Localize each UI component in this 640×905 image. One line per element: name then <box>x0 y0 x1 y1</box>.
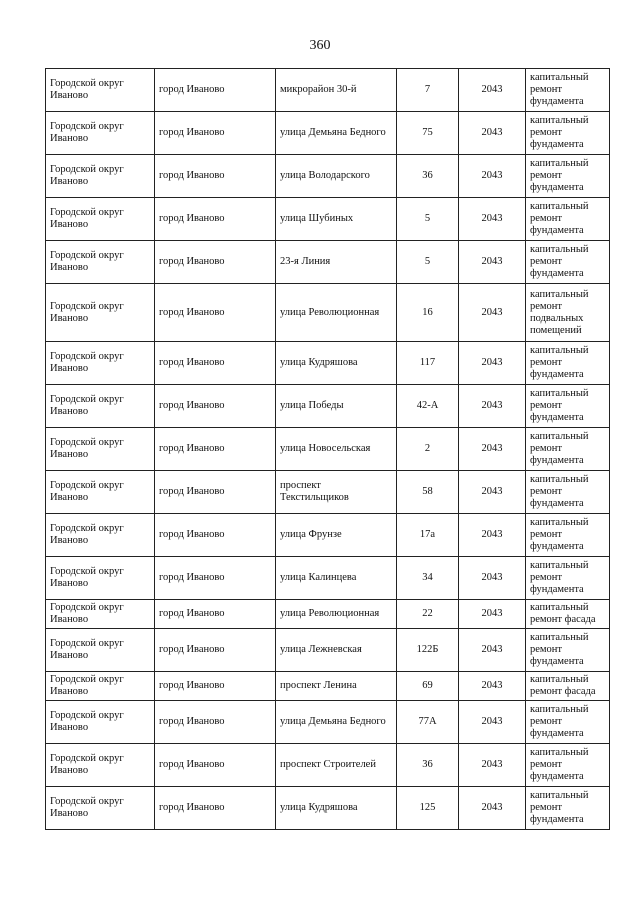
year-cell: 2043 <box>459 155 526 198</box>
table-row <box>46 428 610 471</box>
year-cell: 2043 <box>459 471 526 514</box>
table-row <box>46 241 610 284</box>
settlement-cell: город Иваново <box>155 744 276 787</box>
work-type-cell: капитальный ремонт фундамента <box>526 471 610 514</box>
work-type-cell: капитальный ремонт фундамента <box>526 385 610 428</box>
street-cell: улица Революционная <box>276 284 397 342</box>
house-number-cell: 58 <box>397 471 459 514</box>
table-row <box>46 284 610 342</box>
year-cell: 2043 <box>459 69 526 112</box>
street-cell: улица Фрунзе <box>276 514 397 557</box>
house-number-cell: 22 <box>397 600 459 629</box>
table-row <box>46 471 610 514</box>
street-cell: улица Победы <box>276 385 397 428</box>
work-type-cell: капитальный ремонт фундамента <box>526 744 610 787</box>
year-cell: 2043 <box>459 672 526 701</box>
settlement-cell: город Иваново <box>155 342 276 385</box>
table-row <box>46 198 610 241</box>
settlement-cell: город Иваново <box>155 112 276 155</box>
table-row <box>46 787 610 830</box>
street-cell: улица Лежневская <box>276 629 397 672</box>
settlement-cell: город Иваново <box>155 385 276 428</box>
municipality-cell: Городской округ Иваново <box>46 787 155 830</box>
table-row <box>46 514 610 557</box>
table-row <box>46 342 610 385</box>
municipality-cell: Городской округ Иваново <box>46 241 155 284</box>
work-type-cell: капитальный ремонт фундамента <box>526 342 610 385</box>
work-type-cell: капитальный ремонт фундамента <box>526 155 610 198</box>
settlement-cell: город Иваново <box>155 701 276 744</box>
work-type-cell: капитальный ремонт фундамента <box>526 198 610 241</box>
year-cell: 2043 <box>459 600 526 629</box>
year-cell: 2043 <box>459 428 526 471</box>
table-row <box>46 557 610 600</box>
work-type-cell: капитальный ремонт фундамента <box>526 69 610 112</box>
municipality-cell: Городской округ Иваново <box>46 557 155 600</box>
table-row <box>46 744 610 787</box>
settlement-cell: город Иваново <box>155 69 276 112</box>
year-cell: 2043 <box>459 629 526 672</box>
year-cell: 2043 <box>459 385 526 428</box>
street-cell: улица Шубиных <box>276 198 397 241</box>
house-number-cell: 16 <box>397 284 459 342</box>
year-cell: 2043 <box>459 744 526 787</box>
municipality-cell: Городской округ Иваново <box>46 284 155 342</box>
settlement-cell: город Иваново <box>155 284 276 342</box>
year-cell: 2043 <box>459 701 526 744</box>
settlement-cell: город Иваново <box>155 428 276 471</box>
house-number-cell: 5 <box>397 241 459 284</box>
municipality-cell: Городской округ Иваново <box>46 629 155 672</box>
settlement-cell: город Иваново <box>155 155 276 198</box>
street-cell: улица Демьяна Бедного <box>276 701 397 744</box>
street-cell: улица Новосельская <box>276 428 397 471</box>
municipality-cell: Городской округ Иваново <box>46 672 155 701</box>
house-number-cell: 36 <box>397 155 459 198</box>
settlement-cell: город Иваново <box>155 514 276 557</box>
street-cell: проспект Строителей <box>276 744 397 787</box>
municipality-cell: Городской округ Иваново <box>46 701 155 744</box>
work-type-cell: капитальный ремонт фундамента <box>526 514 610 557</box>
house-number-cell: 2 <box>397 428 459 471</box>
settlement-cell: город Иваново <box>155 557 276 600</box>
table-body <box>46 69 610 830</box>
settlement-cell: город Иваново <box>155 672 276 701</box>
work-type-cell: капитальный ремонт подвальных помещений <box>526 284 610 342</box>
work-type-cell: капитальный ремонт фундамента <box>526 701 610 744</box>
work-type-cell: капитальный ремонт фундамента <box>526 428 610 471</box>
street-cell: проспект Ленина <box>276 672 397 701</box>
house-number-cell: 34 <box>397 557 459 600</box>
house-number-cell: 122Б <box>397 629 459 672</box>
municipality-cell: Городской округ Иваново <box>46 342 155 385</box>
municipality-cell: Городской округ Иваново <box>46 155 155 198</box>
table-row <box>46 69 610 112</box>
work-type-cell: капитальный ремонт фасада <box>526 672 610 701</box>
street-cell: микрорайон 30-й <box>276 69 397 112</box>
house-number-cell: 17а <box>397 514 459 557</box>
table-row <box>46 600 610 629</box>
settlement-cell: город Иваново <box>155 198 276 241</box>
street-cell: улица Калинцева <box>276 557 397 600</box>
settlement-cell: город Иваново <box>155 471 276 514</box>
work-type-cell: капитальный ремонт фундамента <box>526 557 610 600</box>
municipality-cell: Городской округ Иваново <box>46 514 155 557</box>
house-number-cell: 77А <box>397 701 459 744</box>
street-cell: улица Кудряшова <box>276 787 397 830</box>
table-row <box>46 385 610 428</box>
table-row <box>46 112 610 155</box>
page-number: 360 <box>309 38 331 53</box>
year-cell: 2043 <box>459 787 526 830</box>
settlement-cell: город Иваново <box>155 629 276 672</box>
house-number-cell: 69 <box>397 672 459 701</box>
municipality-cell: Городской округ Иваново <box>46 428 155 471</box>
table-row <box>46 672 610 701</box>
year-cell: 2043 <box>459 557 526 600</box>
municipality-cell: Городской округ Иваново <box>46 69 155 112</box>
street-cell: улица Революционная <box>276 600 397 629</box>
work-type-cell: капитальный ремонт фундамента <box>526 241 610 284</box>
work-type-cell: капитальный ремонт фундамента <box>526 787 610 830</box>
work-type-cell: капитальный ремонт фасада <box>526 600 610 629</box>
house-number-cell: 125 <box>397 787 459 830</box>
street-cell: 23-я Линия <box>276 241 397 284</box>
settlement-cell: город Иваново <box>155 787 276 830</box>
municipality-cell: Городской округ Иваново <box>46 198 155 241</box>
settlement-cell: город Иваново <box>155 241 276 284</box>
year-cell: 2043 <box>459 284 526 342</box>
year-cell: 2043 <box>459 342 526 385</box>
municipality-cell: Городской округ Иваново <box>46 471 155 514</box>
street-cell: улица Кудряшова <box>276 342 397 385</box>
table-row <box>46 155 610 198</box>
table-row <box>46 629 610 672</box>
house-number-cell: 117 <box>397 342 459 385</box>
year-cell: 2043 <box>459 241 526 284</box>
year-cell: 2043 <box>459 514 526 557</box>
house-number-cell: 36 <box>397 744 459 787</box>
house-number-cell: 5 <box>397 198 459 241</box>
work-type-cell: капитальный ремонт фундамента <box>526 629 610 672</box>
table-row <box>46 701 610 744</box>
year-cell: 2043 <box>459 198 526 241</box>
street-cell: улица Володарского <box>276 155 397 198</box>
municipality-cell: Городской округ Иваново <box>46 744 155 787</box>
house-number-cell: 75 <box>397 112 459 155</box>
work-type-cell: капитальный ремонт фундамента <box>526 112 610 155</box>
municipality-cell: Городской округ Иваново <box>46 112 155 155</box>
settlement-cell: город Иваново <box>155 600 276 629</box>
municipality-cell: Городской округ Иваново <box>46 385 155 428</box>
municipality-cell: Городской округ Иваново <box>46 600 155 629</box>
year-cell: 2043 <box>459 112 526 155</box>
house-number-cell: 7 <box>397 69 459 112</box>
house-number-cell: 42-А <box>397 385 459 428</box>
street-cell: проспект Текстильщиков <box>276 471 397 514</box>
street-cell: улица Демьяна Бедного <box>276 112 397 155</box>
repair-schedule-table <box>45 68 610 830</box>
